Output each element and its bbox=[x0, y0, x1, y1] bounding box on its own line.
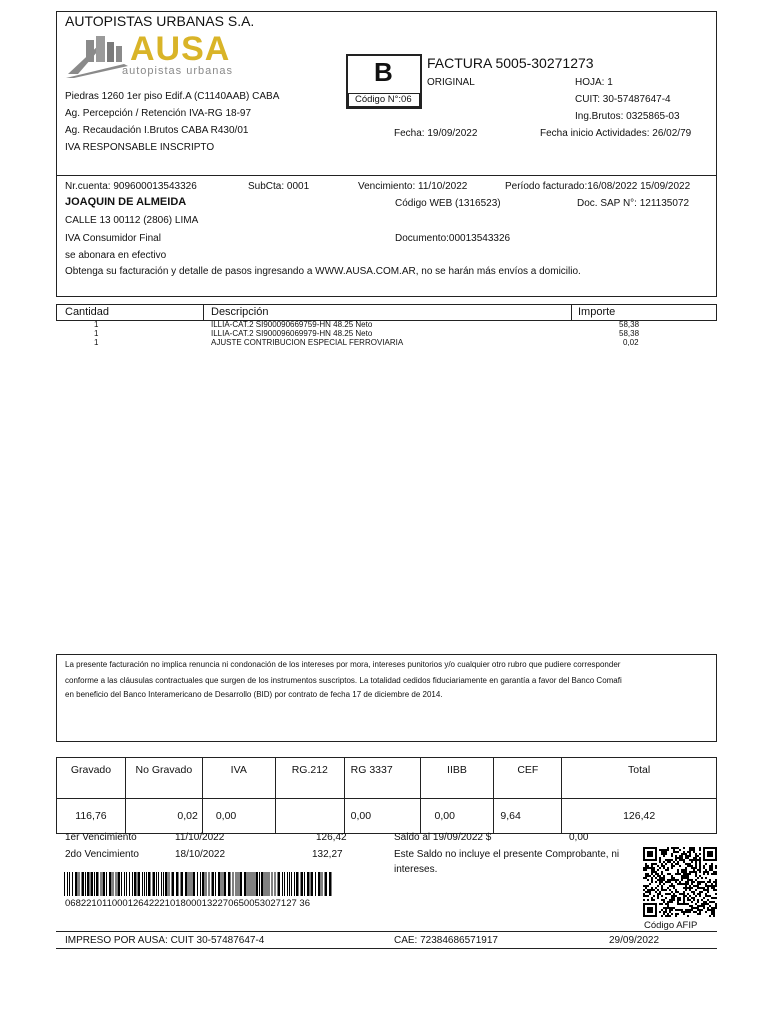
totals-header: RG 3337 bbox=[344, 758, 420, 799]
footer-line-bottom bbox=[56, 948, 717, 949]
documento: Documento:00013543326 bbox=[395, 233, 511, 244]
legal-line-3: en beneficio del Banco Interamericano de Desarrollo (BID) por contrato de fecha 17 de diciembre de 2014. bbox=[65, 690, 443, 699]
item-desc: ILLIA-CAT.2 SI900090669759-HN 48.25 Neto bbox=[211, 320, 373, 329]
totals-header: Total bbox=[562, 758, 717, 799]
legal-line-2: conforme a las cláusulas contractuales que surgen de los instrumentos suscriptos. La totalidad cedidos fiduciariamente en garantía a favor del Banco Comafi bbox=[65, 676, 622, 685]
invoice-letter: B bbox=[374, 57, 393, 87]
totals-header: CEF bbox=[494, 758, 562, 799]
cae: CAE: 72384686571917 bbox=[394, 935, 498, 946]
impreso-por: IMPRESO POR AUSA: CUIT 30-57487647-4 bbox=[65, 935, 265, 946]
totals-header: IIBB bbox=[420, 758, 494, 799]
ausa-logo bbox=[64, 32, 254, 80]
codigo-afip: Código AFIP bbox=[644, 920, 698, 931]
totals-value bbox=[275, 799, 344, 834]
original-label: ORIGINAL bbox=[427, 77, 475, 88]
customer-name: JOAQUIN DE ALMEIDA bbox=[65, 196, 187, 208]
web-note: Obtenga su facturación y detalle de pasos ingresando a WWW.AUSA.COM.AR, no se harán más envíos a domicilio. bbox=[65, 266, 581, 277]
customer-address: CALLE 13 00112 (2806) LIMA bbox=[65, 215, 199, 226]
saldo-note-line-2: intereses. bbox=[394, 864, 438, 875]
subcta: SubCta: 0001 bbox=[248, 181, 310, 192]
items-divider bbox=[571, 304, 572, 321]
item-desc: ILLIA-CAT.2 SI900096069979-HN 48.25 Neto bbox=[211, 329, 373, 338]
first-due-label: 1er Vencimiento bbox=[65, 832, 137, 843]
totals-header: IVA bbox=[202, 758, 275, 799]
nr-cuenta: Nr.cuenta: 909600013543326 bbox=[65, 181, 197, 192]
saldo-value: 0,00 bbox=[569, 832, 589, 843]
codigo-text: Código N°:06 bbox=[355, 94, 412, 105]
second-due-label: 2do Vencimiento bbox=[65, 849, 139, 860]
periodo: Período facturado:16/08/2022 15/09/2022 bbox=[505, 181, 691, 192]
totals-header: Gravado bbox=[57, 758, 126, 799]
items-divider bbox=[203, 304, 204, 321]
header-descripcion: Descripción bbox=[211, 306, 269, 318]
customer-iva: IVA Consumidor Final bbox=[65, 233, 161, 244]
first-due-date: 11/10/2022 bbox=[175, 832, 225, 843]
codigo-web: Código WEB (1316523) bbox=[395, 198, 501, 209]
saldo-note-line-1: Este Saldo no incluye el presente Comprobante, ni bbox=[394, 849, 620, 860]
invoice-title: FACTURA 5005-30271273 bbox=[427, 55, 594, 71]
totals-value: 0,00 bbox=[344, 799, 420, 834]
company-address: Piedras 1260 1er piso Edif.A (C1140AAB) CABA bbox=[65, 91, 280, 102]
saldo-label: Saldo al 19/09/2022 $ bbox=[394, 832, 492, 843]
invoice-date: Fecha: 19/09/2022 bbox=[394, 128, 478, 139]
totals-header: RG.212 bbox=[275, 758, 344, 799]
item-qty: 1 bbox=[94, 338, 99, 347]
item-amount: 58,38 bbox=[619, 329, 640, 338]
item-qty: 1 bbox=[94, 329, 99, 338]
item-qty: 1 bbox=[94, 320, 99, 329]
totals-value-row bbox=[57, 799, 717, 834]
logo-subtext: autopistas urbanas bbox=[122, 65, 233, 77]
first-due-amount: 126,42 bbox=[316, 832, 347, 843]
legal-line-1: La presente facturación no implica renuncia ni condonación de los intereses por mora, intereses punitorios y/o cualquier otro rubro que pudiere corresponder bbox=[65, 660, 621, 669]
header-importe: Importe bbox=[578, 306, 616, 318]
footer-date: 29/09/2022 bbox=[609, 935, 660, 946]
doc-sap: Doc. SAP N°: 121135072 bbox=[577, 198, 690, 209]
item-amount: 0,02 bbox=[623, 338, 639, 347]
item-amount: 58,38 bbox=[619, 320, 640, 329]
items-header bbox=[56, 304, 717, 321]
totals-value: 0,00 bbox=[420, 799, 494, 834]
totals-header: No Gravado bbox=[125, 758, 202, 799]
hoja: HOJA: 1 bbox=[575, 77, 613, 88]
totals-table bbox=[56, 757, 717, 834]
footer-line-top bbox=[56, 931, 717, 932]
barcode-number: 06822101100012642221018000132270650053027127 36 bbox=[65, 898, 310, 909]
percepcion: Ag. Percepción / Retención IVA-RG 18-97 bbox=[65, 108, 252, 119]
second-due-date: 18/10/2022 bbox=[175, 849, 226, 860]
totals-value: 126,42 bbox=[562, 799, 717, 834]
item-desc: AJUSTE CONTRIBUCION ESPECIAL FERROVIARIA bbox=[211, 338, 404, 347]
logo-text: AUSA bbox=[130, 30, 231, 68]
totals-value: 116,76 bbox=[57, 799, 126, 834]
ing-brutos: Ing.Brutos: 0325865-03 bbox=[575, 111, 680, 122]
payment-method: se abonara en efectivo bbox=[65, 250, 167, 261]
totals-value: 0,02 bbox=[125, 799, 202, 834]
barcode-icon bbox=[64, 872, 332, 896]
header-cantidad: Cantidad bbox=[65, 306, 110, 318]
totals-value: 0,00 bbox=[202, 799, 275, 834]
totals-value: 9,64 bbox=[494, 799, 562, 834]
totals-header-row bbox=[57, 758, 717, 799]
recaudacion: Ag. Recaudación I.Brutos CABA R430/01 bbox=[65, 125, 249, 136]
cuit: CUIT: 30-57487647-4 bbox=[575, 94, 671, 105]
vencimiento: Vencimiento: 11/10/2022 bbox=[358, 181, 468, 192]
company-name: AUTOPISTAS URBANAS S.A. bbox=[65, 13, 255, 29]
iva-condition: IVA RESPONSABLE INSCRIPTO bbox=[65, 142, 215, 153]
qr-code-icon bbox=[643, 847, 717, 917]
second-due-amount: 132,27 bbox=[312, 849, 343, 860]
fecha-inicio: Fecha inicio Actividades: 26/02/79 bbox=[540, 128, 692, 139]
